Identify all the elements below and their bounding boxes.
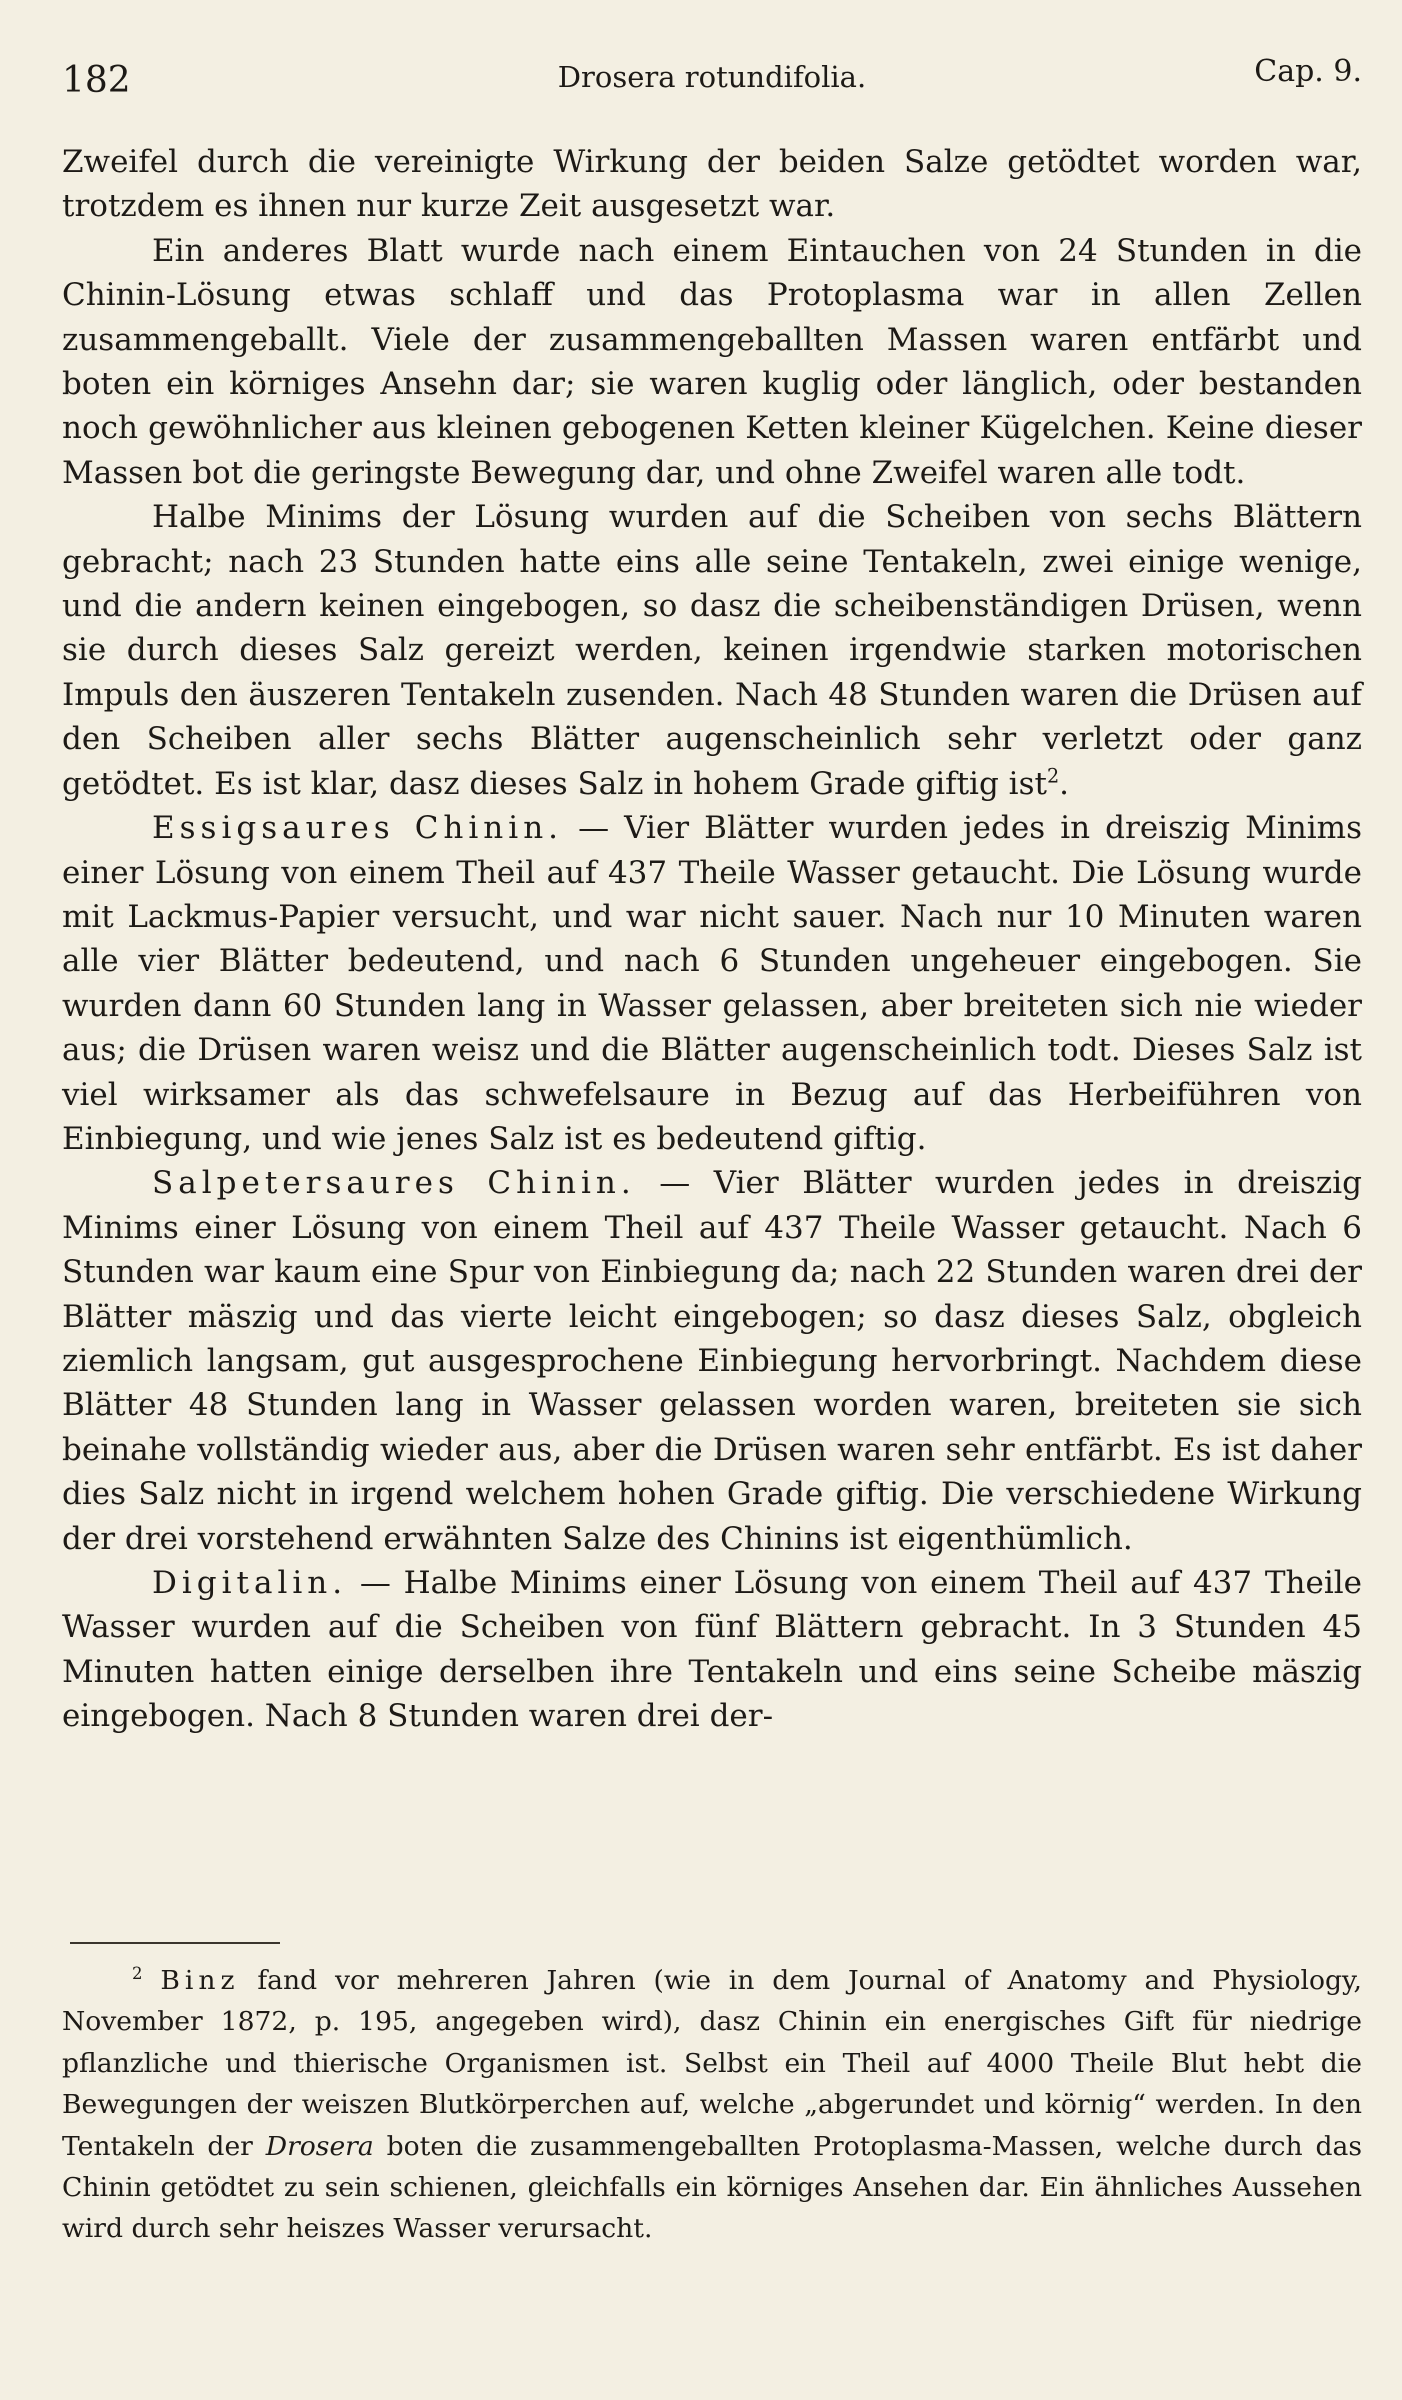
- paragraph: [62, 495, 1362, 806]
- chapter-label: Cap. 9.: [1254, 54, 1362, 89]
- main-text: [62, 140, 1362, 1739]
- paragraph-text: Halbe Minims der Lösung wurden auf die Scheiben von sechs Blättern gebracht; nach 23 Stunden hatte eins alle seine Tentakeln, zwei einige wenige, und die andern keinen eingebogen, so dasz die scheibenständigen Drüsen, wenn sie durch dieses Salz gereizt werden, keinen irgendwie starken motorischen Impuls den äuszeren Tentakeln zusenden. Nach 48 Stunden waren die Drüsen auf den Scheiben aller sechs Blätter augenscheinlich sehr verletzt oder ganz getödtet. Es ist klar, dasz dieses Salz in hohem Grade giftig ist: [62, 499, 1362, 802]
- paragraph-text: Ein anderes Blatt wurde nach einem Eintauchen von 24 Stunden in die Chinin-Lösung etwas schlaff und das Protoplasma war in allen Zellen zusammengeballt. Viele der zusammengeballten Massen waren entfärbt und boten ein körniges Ansehn dar; sie waren kuglig oder länglich, oder bestanden noch gewöhnlicher aus kleinen gebogenen Ketten kleiner Kügelchen. Keine dieser Massen bot die geringste Bewegung dar, und ohne Zweifel waren alle todt.: [62, 232, 1362, 491]
- page-header: [62, 52, 1362, 112]
- footnote-divider: [70, 1942, 280, 1944]
- running-title: Drosera rotundifolia.: [557, 60, 867, 94]
- footnote-text: fand vor mehreren Jahren (wie in dem Journal of Anatomy and Physiology, November 1872, p. 195, angegeben wird), dasz Chinin ein energisches Gift für niedrige pflanzliche und thierische Organismen ist. Selbst ein Theil auf 4000 Theile Blut hebt die Bewegungen der weiszen Blutkörperchen auf, welche „abgerundet und körnig“ werden. In den Tentakeln der: [62, 1965, 1362, 2162]
- paragraph-text: Zweifel durch die vereinigte Wirkung der beiden Salze getödtet worden war, trotzdem es ihnen nur kurze Zeit ausgesetzt war.: [62, 144, 1362, 225]
- paragraph: [62, 1161, 1362, 1561]
- paragraph: [62, 140, 1362, 229]
- page-number: 182: [62, 60, 131, 101]
- paragraph: [62, 1561, 1362, 1739]
- footnote-reference[interactable]: 2: [1046, 764, 1060, 788]
- section-heading: Salpetersaures Chinin.: [152, 1165, 636, 1202]
- paragraph-text: — Vier Blätter wurden jedes in dreiszig Minims einer Lösung von einem Theil auf 437 Theile Wasser getaucht. Nach 6 Stunden war kaum eine Spur von Einbiegung da; nach 22 Stunden waren drei der Blätter mäszig und das vierte leicht eingebogen; so dasz dieses Salz, obgleich ziemlich langsam, gut ausgesprochene Einbiegung hervorbringt. Nachdem diese Blätter 48 Stunden lang in Wasser gelassen worden waren, breiteten sie sich beinahe vollständig wieder aus, aber die Drüsen waren sehr entfärbt. Es ist daher dies Salz nicht in irgend welchem hohen Grade giftig. Die verschiedene Wirkung der drei vorstehend erwähnten Salze des Chinins ist eigenthümlich.: [62, 1165, 1362, 1557]
- footnote: [62, 1960, 1362, 2250]
- paragraph: [62, 229, 1362, 495]
- paragraph-text: — Halbe Minims einer Lösung von einem Theil auf 437 Theile Wasser wurden auf die Scheiben von fünf Blättern gebracht. In 3 Stunden 45 Minuten hatten einige derselben ihre Tentakeln und eins seine Scheibe mäszig eingebogen. Nach 8 Stunden waren drei der-: [62, 1565, 1362, 1735]
- paragraph-text: .: [1059, 765, 1070, 802]
- section-heading: Essigsaures Chinin.: [152, 810, 564, 847]
- footnote-marker: 2: [132, 1964, 143, 1984]
- paragraph: [62, 806, 1362, 1161]
- paragraph-text: — Vier Blätter wurden jedes in dreiszig Minims einer Lösung von einem Theil auf 437 Theile Wasser getaucht. Die Lösung wurde mit Lackmus-Papier versucht, und war nicht sauer. Nach nur 10 Minuten waren alle vier Blätter bedeutend, und nach 6 Stunden ungeheuer eingebogen. Sie wurden dann 60 Stunden lang in Wasser gelassen, aber breiteten sich nie wieder aus; die Drüsen waren weisz und die Blätter augenscheinlich todt. Dieses Salz ist viel wirksamer als das schwefelsaure in Bezug auf das Herbeiführen von Einbiegung, und wie jenes Salz ist es bedeutend giftig.: [62, 810, 1362, 1157]
- footnote-author: Binz: [160, 1965, 240, 1996]
- footnote-paragraph: [62, 1960, 1362, 2250]
- footnote-text: boten die zusammengeballten Protoplasma-Massen, welche durch das Chinin getödtet zu sein schienen, gleichfalls ein körniges Ansehen dar. Ein ähnliches Aussehen wird durch sehr heiszes Wasser verursacht.: [62, 2130, 1362, 2245]
- footnote-genus: Drosera: [265, 2130, 374, 2162]
- section-heading: Digitalin.: [152, 1565, 348, 1601]
